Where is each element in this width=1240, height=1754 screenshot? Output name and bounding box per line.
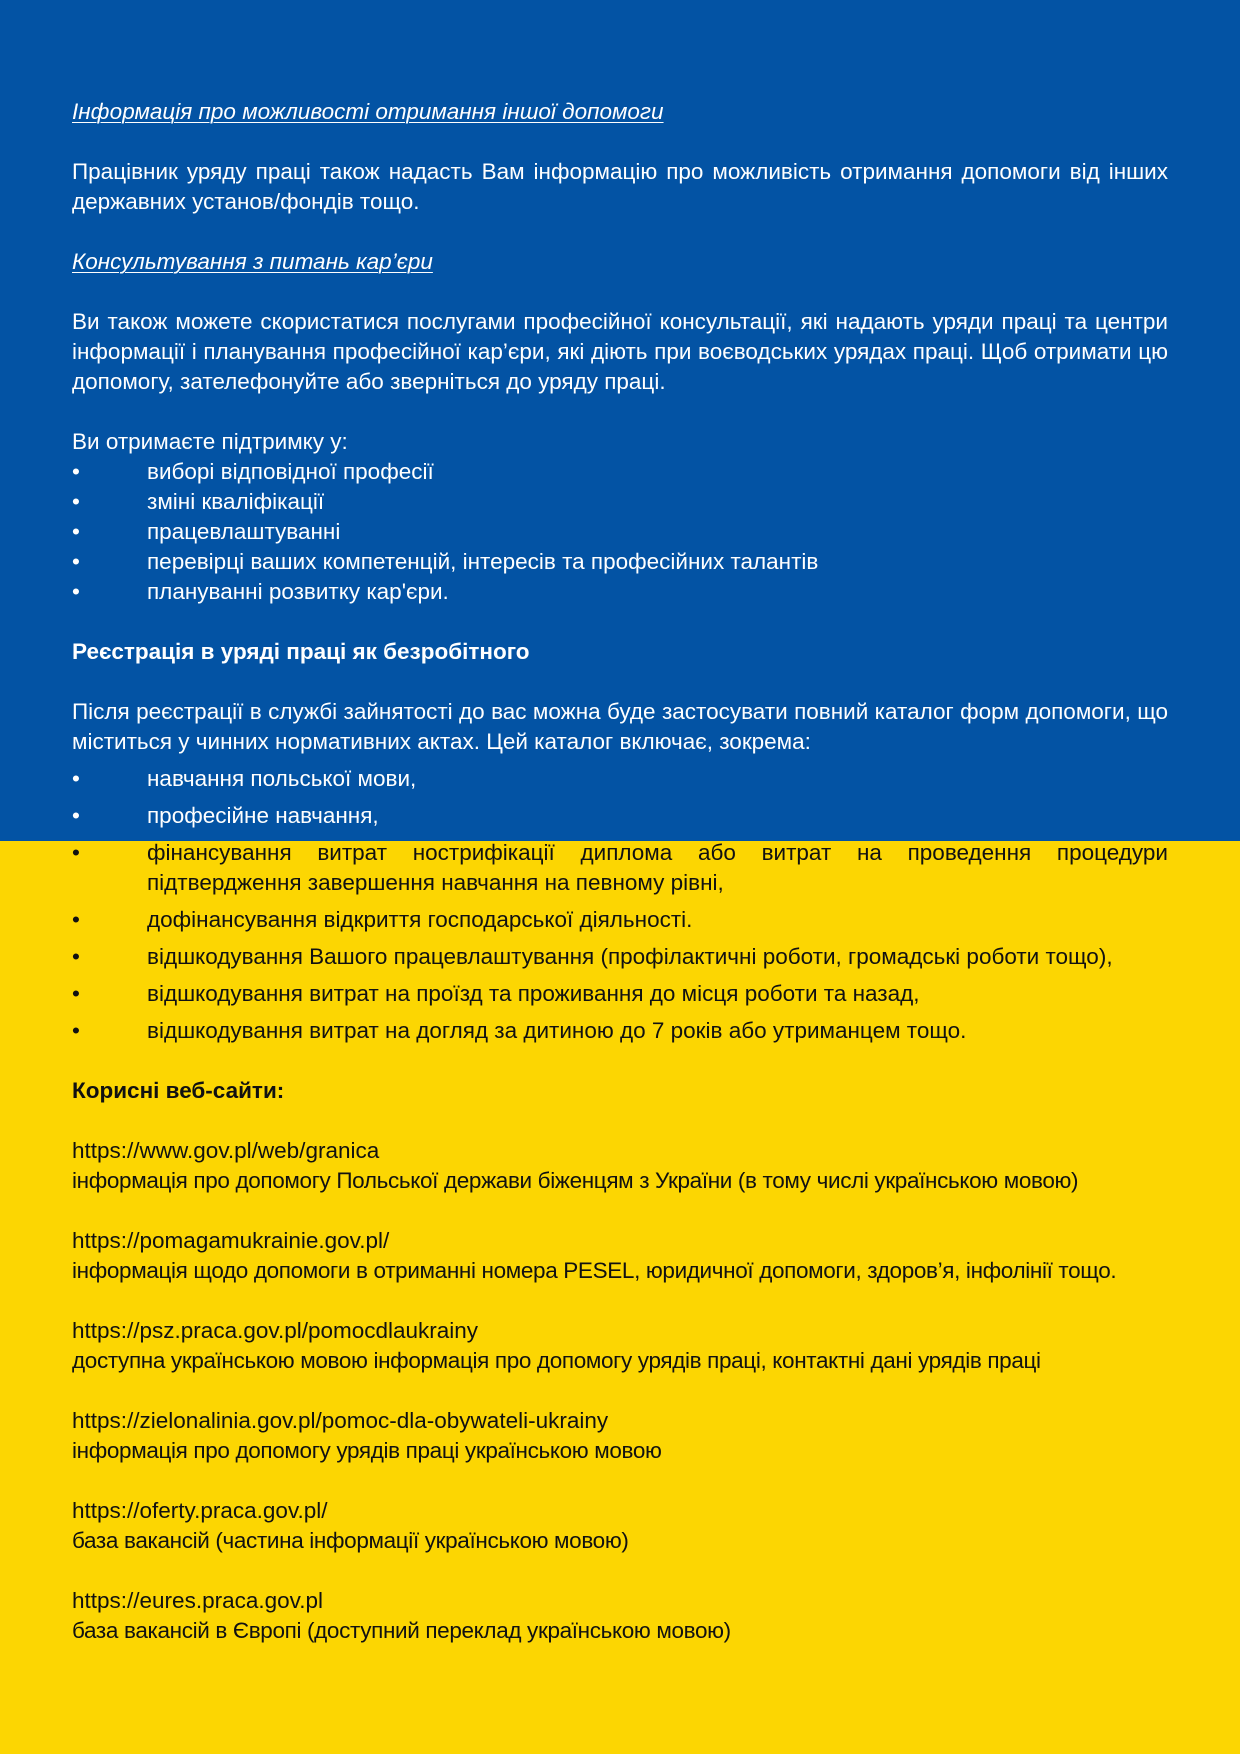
registration-text: Після реєстрації в службі зайнятості до вас можна буде застосувати повний каталог форм допомоги, що міститься у чинних нормативних актах. Цей каталог включає, зокрема: [72,699,1168,754]
bullet-icon: • [72,579,80,604]
list-item: • фінансування витрат нострифікації диплома або витрат на проведення процедури підтвердження завершення навчання на певному рівні, [72,840,1168,895]
career-text: Ви також можете скористатися послугами професійної консультації, які надають уряди праці та центри інформації і планування професійної кар’єри, які діють при воєводських урядах праці. Щоб отримати цю допомогу, зателефонуйте або зверніться до уряду праці. [72,309,1168,394]
bullet-icon: • [72,840,80,865]
website-description: база вакансій (частина інформації українською мовою) [72,1528,629,1553]
yellow-section [72,1046,1168,1646]
list-item: • виборі відповідної професії [72,457,1168,487]
bullet-icon: • [72,1018,80,1043]
website-link[interactable]: https://www.gov.pl/web/granica [72,1138,380,1163]
website-entry [72,1406,1168,1466]
bullet-icon: • [72,907,80,932]
blue-section [72,97,1168,757]
website-entry [72,1226,1168,1286]
website-description: інформація про допомогу урядів праці українською мовою [72,1438,662,1463]
bullet-icon: • [72,981,80,1006]
bullet-icon: • [72,803,80,828]
career-title: Консультування з питань кар’єри [72,249,433,274]
list-item: • плануванні розвитку кар'єри. [72,577,1168,607]
website-link[interactable]: https://pomagamukrainie.gov.pl/ [72,1228,390,1253]
website-link[interactable]: https://zielonalinia.gov.pl/pomoc-dla-obywateli-ukrainy [72,1408,609,1433]
registration-list [72,764,1168,1046]
support-intro: Ви отримаєте підтримку у: [72,429,348,454]
bullet-icon: • [72,459,80,484]
website-entry [72,1496,1168,1556]
list-item: • зміні кваліфікації [72,487,1168,517]
bullet-icon: • [72,519,80,544]
website-description: інформація про допомогу Польської держави біженцям з України (в тому числі українською мовою) [72,1168,1079,1193]
other-help-title: Інформація про можливості отримання іншої допомоги [72,99,664,124]
list-item: • дофінансування відкриття господарської діяльності. [72,905,1168,935]
bullet-icon: • [72,766,80,791]
bullet-icon: • [72,489,80,514]
website-link[interactable]: https://oferty.praca.gov.pl/ [72,1498,328,1523]
list-item: • навчання польської мови, [72,764,1168,794]
website-entry [72,1316,1168,1376]
other-help-text: Працівник уряду праці також надасть Вам інформацію про можливість отримання допомоги від інших державних установ/фондів тощо. [72,159,1168,214]
website-description: інформація щодо допомоги в отриманні номера PESEL, юридичної допомоги, здоров’я, інфолінії тощо. [72,1258,1117,1283]
website-description: база вакансій в Європі (доступний переклад українською мовою) [72,1618,731,1643]
bullet-icon: • [72,549,80,574]
website-link[interactable]: https://eures.praca.gov.pl [72,1588,323,1613]
websites-title: Корисні веб-сайти: [72,1078,285,1103]
website-entry [72,1136,1168,1196]
list-item: • працевлаштуванні [72,517,1168,547]
registration-title: Реєстрація в уряді праці як безробітного [72,639,530,664]
list-item: • відшкодування витрат на проїзд та проживання до місця роботи та назад, [72,979,1168,1009]
list-item: • професійне навчання, [72,801,1168,831]
list-item: • відшкодування витрат на догляд за дитиною до 7 років або утриманцем тощо. [72,1016,1168,1046]
website-entry [72,1586,1168,1646]
bullet-icon: • [72,944,80,969]
list-item: • відшкодування Вашого працевлаштування (профілактичні роботи, громадські роботи тощо), [72,942,1168,972]
support-list [72,457,1168,607]
list-item: • перевірці ваших компетенцій, інтересів та професійних талантів [72,547,1168,577]
document-body [72,97,1168,1646]
website-description: доступна українською мовою інформація про допомогу урядів праці, контактні дані урядів праці [72,1348,1041,1373]
website-link[interactable]: https://psz.praca.gov.pl/pomocdlaukrainy [72,1318,479,1343]
